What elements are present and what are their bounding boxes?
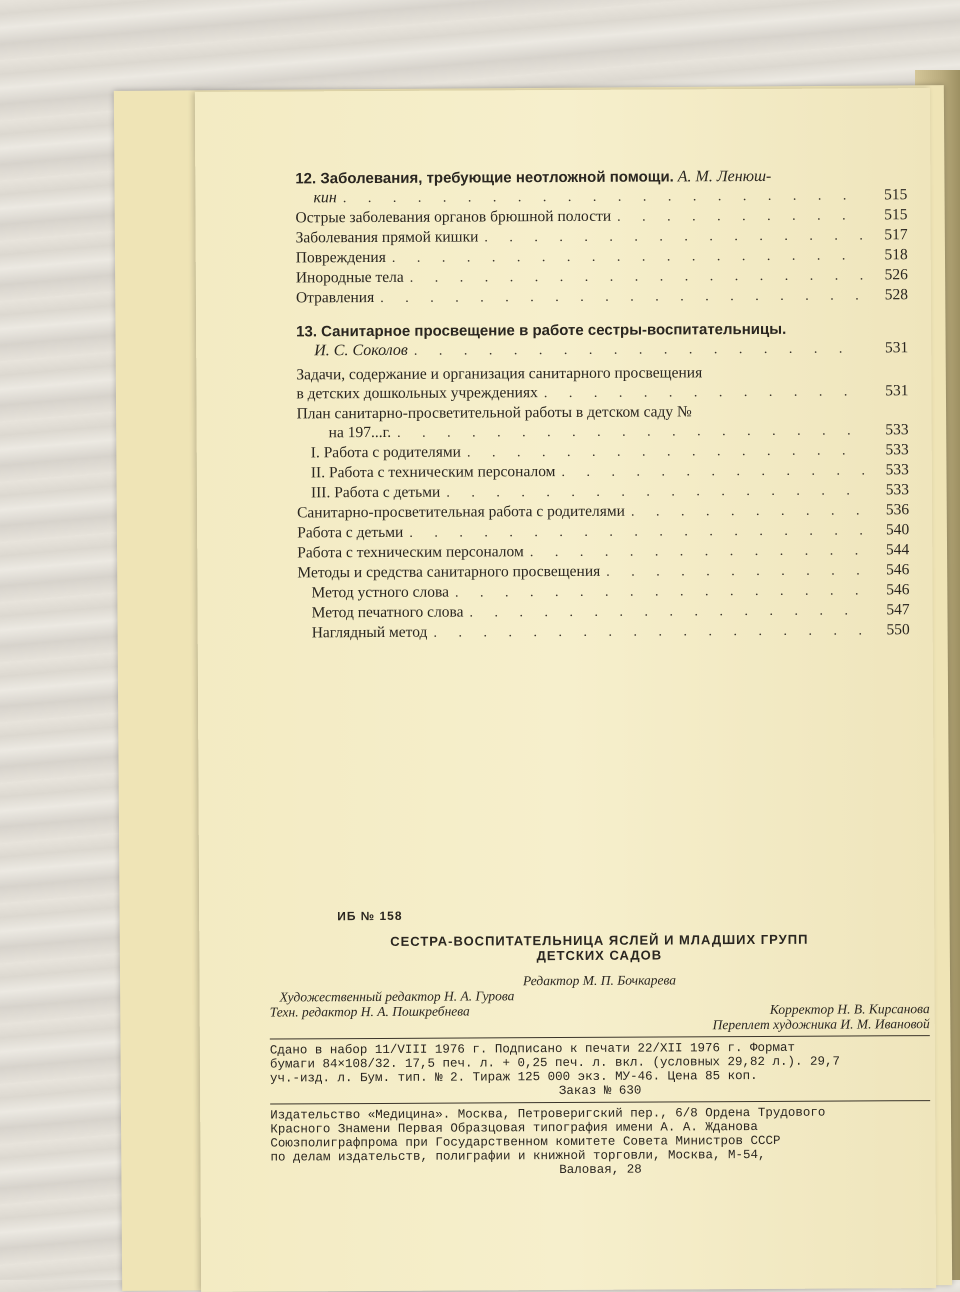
leader-dots [409,521,865,542]
print-info-1: Сдано в набор 11/VIII 1976 г. Подписано к печати 22/XII 1976 г. Формат [269,1040,796,1058]
corrector: Корректор Н. В. Кирсанова [769,1001,930,1017]
toc-entry-title: Метод печатного слова [311,603,464,622]
leader-dots [617,206,864,226]
leader-dots [455,581,866,602]
divider [270,1100,930,1104]
toc-entry-title: Инородные тела [295,268,404,287]
leader-dots [606,561,865,581]
editor: Редактор М. П. Бочкарева [522,972,677,989]
publisher-3: Союзполиграфпрома при Государственном комитете Совета Министров СССР [270,1133,781,1151]
toc-entry-title: I. Работа с родителями [310,443,461,462]
leader-dots [484,226,863,247]
toc-entry-title: Заболевания прямой кишки [295,228,479,247]
toc-entry-page: 546 [886,581,910,599]
toc-entry [297,480,909,503]
publisher-2: Красного Знамени Первая Образцовая типография имени А. А. Жданова [270,1119,758,1137]
toc-entry [296,225,908,248]
section-12-author-line: кин . . . 515 [295,185,907,208]
toc-entry-tasks: Задачи, содержание и организация санитарного просвещения в детских дошкольных учреждениях . . . 531 [296,362,908,404]
toc-entry [297,520,909,543]
toc-entry [297,460,909,483]
toc-entry [296,245,908,268]
print-info-3: уч.-изд. л. Бум. тип. № 2. Тираж 125 000 экз. МУ-46. Цена 85 коп. [269,1068,758,1086]
toc-entry-title: Острые заболевания органов брюшной полости [295,207,612,227]
toc-entry-page: 533 [885,461,909,479]
toc-entry [297,540,909,563]
leader-dots [392,246,864,267]
section-12-heading: 12. Заболевания, требующие неотложной помощи. А. М. Ленюш- [295,167,772,188]
publisher-4: по делам издательств, полиграфии и книжной торговли, Москва, М-54, [270,1147,766,1165]
toc-entry [297,580,909,603]
toc-entry-title: Методы и средства санитарного просвещения [297,562,601,582]
toc-entry-title: Повреждения [295,248,386,267]
cover-artist: Переплет художника И. М. Ивановой [712,1016,930,1033]
publisher-5: Валовая, 28 [559,1162,642,1178]
toc-entry-title: Отравления [295,288,375,307]
toc-entry [297,500,909,523]
leader-dots [561,461,865,482]
tech-editor: Техн. редактор Н. А. Пошкребнева [269,1003,470,1020]
toc-entry-page: 533 [885,441,909,459]
toc-entry-title: III. Работа с детьми [310,483,441,502]
leader-dots [380,286,864,308]
toc-entry [296,265,908,288]
toc-entry-page: 528 [884,286,908,304]
toc-entry-page: 550 [886,621,910,639]
leader-dots [410,266,864,287]
toc-entry-page: 533 [885,481,910,499]
toc-entry-page: 526 [884,266,908,284]
colophon [269,906,930,1178]
toc-entry-page: 515 [884,206,908,224]
toc-entry [297,440,909,463]
toc-entry-title: Наглядный метод [311,623,428,642]
toc-entry-page: 547 [886,601,910,619]
book-page [195,88,936,1292]
print-info-2: бумаги 84×108/32. 17,5 печ. л. + 0,25 печ. л. вкл. (условных 29,82 л.). 29,7 [269,1054,841,1072]
toc-entry-plan: План санитарно-просветительной работы в детском саду № на 197...г. . . . 533 [297,401,909,443]
leader-dots [433,621,865,642]
toc-entry [298,620,910,643]
divider [270,1035,930,1039]
toc-entry-title: Работа с детьми [297,523,404,542]
leader-dots [469,601,865,622]
book-title-1: СЕСТРА-ВОСПИТАТЕЛЬНИЦА ЯСЛЕЙ И МЛАДШИХ ГРУПП [390,931,809,949]
section-13-heading: 13. Санитарное просвещение в работе сестры-воспитательницы. [296,320,787,341]
toc-entry [298,600,910,623]
toc-entry-page: 546 [886,561,910,579]
toc-entry-page: 517 [884,226,908,244]
table-of-contents [295,166,909,643]
toc-entry-page: 518 [884,246,908,264]
order-number: Заказ № 630 [558,1083,642,1099]
leader-dots [467,441,865,462]
toc-entry-page: 544 [885,541,910,559]
book-title-2: ДЕТСКИХ САДОВ [536,947,663,964]
toc-entry-title: II. Работа с техническим персоналом [310,463,556,482]
ib-number: ИБ № 158 [337,908,403,924]
toc-entry-page: 540 [885,521,910,539]
leader-dots [530,541,866,562]
leader-dots [631,501,865,521]
publisher-1: Издательство «Медицина». Москва, Петроверигский пер., 6/8 Ордена Трудового [270,1105,826,1123]
toc-entry [296,285,908,308]
toc-entry [295,205,907,228]
toc-entry-title: Работа с техническим персоналом [297,543,524,562]
toc-entry-title: Санитарно-просветительная работа с родителями [297,502,625,522]
art-editor: Художественный редактор Н. А. Гурова [279,988,515,1005]
section-13-author-line: И. С. Соколов . . . 531 [296,338,908,361]
toc-entry [297,560,909,583]
leader-dots [446,481,865,502]
toc-entry-title: Метод устного слова [311,583,450,602]
toc-entry-page: 536 [885,501,910,519]
